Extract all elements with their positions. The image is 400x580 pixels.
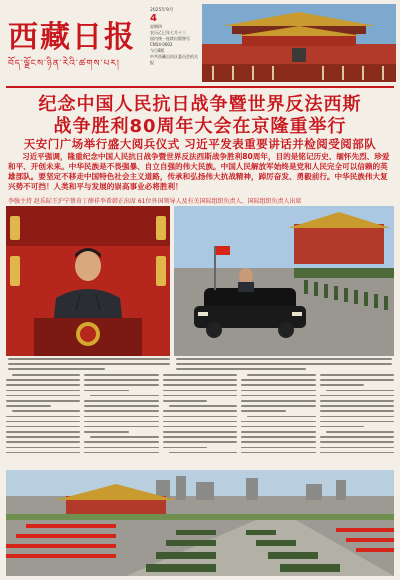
lead-paragraph: 习近平强调，隆重纪念中国人民抗日战争暨世界反法西斯战争胜利80周年，目的是铭记历史、缅怀先烈、珍爱和平、开创未来。中华民族是不畏强暴、自立自强的伟大民族。中国人民解放军始终是党和人民完全可以信赖的英雄部队。要坚定不移走中国特色社会主义道路，传承和弘扬伟大抗战精神，踔厉奋发、勇毅前行。中华民族伟大复兴势不可挡！人类和平与发展的崇高事业必将胜利！ (8, 152, 390, 191)
info-line-4: 今日8版 (150, 48, 165, 53)
caption-left-photo (8, 358, 170, 374)
headline-line-2: 战争胜利80周年大会在京隆重举行 (53, 116, 347, 137)
info-line-5: 中共西藏自治区委员会机关报 (150, 54, 198, 65)
masthead (0, 0, 400, 86)
article-column-1 (6, 374, 80, 466)
photo-parade-aerial (6, 470, 394, 576)
issue-date: 2025年9月 (150, 8, 174, 13)
info-line-2: 国内统一连续出版物号 (150, 36, 190, 41)
article-column-2 (84, 374, 158, 466)
newspaper-title: 西藏日报 (8, 20, 136, 55)
article-column-5 (320, 374, 394, 466)
newspaper-title-tibetan: བོད་ལྗོངས་ཉིན་རེའི་ཚགས་པར། (8, 59, 120, 69)
subheadline: 天安门广场举行盛大阅兵仪式 习近平发表重要讲话并检阅受阅部队 (23, 137, 377, 151)
masthead-info (150, 8, 198, 66)
article-column-3 (163, 374, 237, 466)
issue-number: 4 (150, 13, 157, 24)
photo-speaker-at-rostrum (6, 206, 170, 356)
headline-line-1: 纪念中国人民抗日战争暨世界反法西斯 (38, 94, 362, 115)
photo-inspection-car (174, 206, 394, 356)
masthead-rule (6, 86, 394, 88)
masthead-photo-tiananmen (202, 4, 396, 82)
article-column-4 (241, 374, 315, 466)
byline: 李强主持 赵乐际王沪宁蔡奇丁薛祥李希韩正出席 61位外国领导人及有关国际组织负责人、国际组织负责人出席 (8, 198, 302, 205)
article-body (6, 374, 394, 466)
info-line-1: 农历乙巳年七月十三 (150, 30, 186, 35)
caption-right-photo (176, 358, 392, 374)
info-line-3: CN54-0002 (150, 42, 173, 47)
issue-weekday: 星期四 (150, 24, 162, 29)
